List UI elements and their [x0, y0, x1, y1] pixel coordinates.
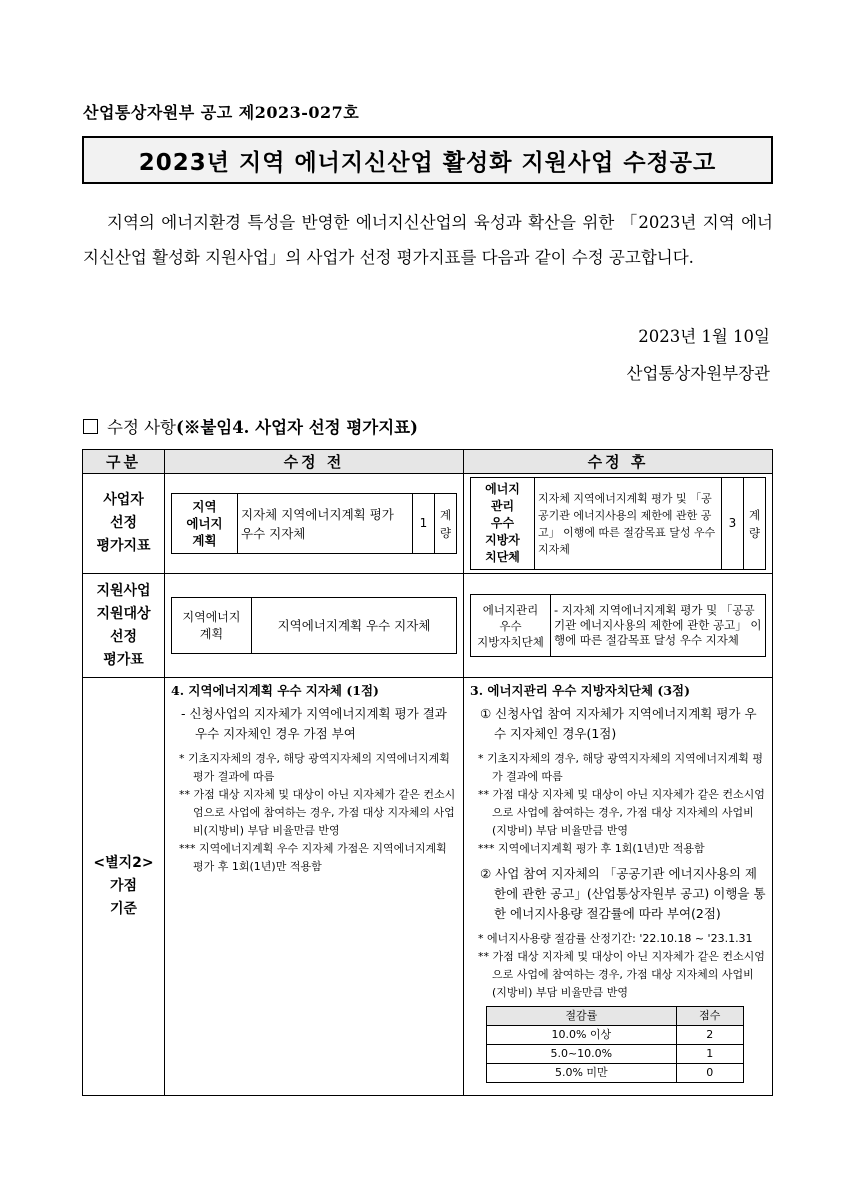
before-indicator-table: [171, 493, 457, 554]
criteria-item: - 신청사업의 지자체가 지역에너지계획 평가 결과 우수 지자체인 경우 가점 부여: [181, 706, 447, 741]
before-cell: [165, 474, 464, 574]
eval-category: 에너지관리 우수 지방자치단체: [471, 595, 551, 657]
notice-date: 2023년 1월 10일: [638, 327, 770, 346]
intro-text: 지역의 에너지환경 특성을 반영한 에너지신산업의 육성과 확산을 위한 「2023년 지역 에너지신산업 활성화 지원사업」의 사업가 선정 평가지표를 다음과 같이 수정 공고합니다.: [83, 213, 773, 267]
score-header-points: 점수: [676, 1007, 743, 1026]
row-label: 사업자 선정 평가지표: [83, 474, 165, 574]
indicator-points: 3: [722, 478, 744, 570]
score-rate: 10.0% 이상: [487, 1026, 677, 1045]
title-box: [82, 136, 773, 184]
section-ref: (※붙임4. 사업자 선정 평가지표): [176, 418, 418, 437]
table-header-row: [83, 450, 773, 474]
criteria-heading: 4. 지역에너지계획 우수 지자체 (1점): [171, 683, 379, 698]
revision-table: [82, 449, 773, 1096]
indicator-points: 1: [413, 494, 435, 554]
table-row: [83, 574, 773, 678]
issuer: 산업통상자원부장관: [626, 364, 770, 383]
criteria-item: ① 신청사업 참여 지자체가 지역에너지계획 평가 우수 지자체인 경우(1점): [480, 706, 757, 741]
indicator-type: 계량: [744, 478, 766, 570]
checkbox-square-icon: [83, 419, 98, 434]
page-title: 2023년 지역 에너지신산업 활성화 지원사업 수정공고: [138, 149, 717, 176]
before-cell: [165, 574, 464, 678]
row-label: 지원사업 지원대상 선정 평가표: [83, 574, 165, 678]
indicator-category: 에너지 관리 우수 지방자 치단체: [471, 478, 535, 570]
criteria-note: * 기초지자체의 경우, 해당 광역지자체의 지역에너지계획 평가 결과에 따름: [478, 752, 763, 783]
section-heading: [83, 414, 418, 438]
indicator-description: 지자체 지역에너지계획 평가 및 「공공기관 에너지사용의 제한에 관한 공고」 이행에 따른 절감목표 달성 우수 지자체: [535, 478, 722, 570]
before-criteria: [165, 678, 464, 1096]
eval-description: - 지자체 지역에너지계획 평가 및 「공공기관 에너지사용의 제한에 관한 공고」 이행에 따른 절감목표 달성 우수 지자체: [551, 595, 766, 657]
col-header-after: 수정 후: [464, 450, 773, 474]
eval-category: 지역에너지 계획: [172, 598, 252, 654]
score-rate: 5.0~10.0%: [487, 1045, 677, 1064]
indicator-type: 계량: [435, 494, 457, 554]
table-row: [83, 474, 773, 574]
score-table: [486, 1006, 744, 1083]
criteria-note: ** 가점 대상 지자체 및 대상이 아닌 지자체가 같은 컨소시엄으로 사업에 참여하는 경우, 가점 대상 지자체의 사업비(지방비) 부담 비율만큼 반영: [478, 950, 765, 999]
eval-description: 지역에너지계획 우수 지자체: [252, 598, 457, 654]
criteria-item: ② 사업 참여 지자체의 「공공기관 에너지사용의 제한에 관한 공고」(산업통상자원부 공고) 이행을 통한 에너지사용량 절감률에 따라 부여(2점): [480, 866, 766, 921]
after-criteria: [464, 678, 773, 1096]
after-eval-table: [470, 594, 766, 657]
criteria-heading: 3. 에너지관리 우수 지방자치단체 (3점): [470, 683, 691, 698]
table-row: [487, 1026, 744, 1045]
after-cell: [464, 474, 773, 574]
table-row: [487, 1045, 744, 1064]
table-row: [83, 678, 773, 1096]
criteria-note: *** 지역에너지계획 우수 지자체 가점은 지역에너지계획 평가 후 1회(1년)만 적용함: [179, 842, 447, 873]
col-header-category: 구분: [83, 450, 165, 474]
criteria-note: *** 지역에너지계획 평가 후 1회(1년)만 적용함: [478, 842, 705, 855]
score-header-rate: 절감률: [487, 1007, 677, 1026]
section-label: 수정 사항: [107, 418, 177, 437]
score-rate: 5.0% 미만: [487, 1064, 677, 1083]
col-header-before: 수정 전: [165, 450, 464, 474]
indicator-category: 지역 에너지 계획: [172, 494, 238, 554]
row-label: <별지2> 가점 기준: [83, 678, 165, 1096]
score-points: 0: [676, 1064, 743, 1083]
after-indicator-table: [470, 477, 766, 570]
intro-paragraph: [83, 205, 773, 275]
criteria-note: * 에너지사용량 절감률 산정기간: '22.10.18 ~ '23.1.31: [478, 932, 753, 945]
score-points: 1: [676, 1045, 743, 1064]
table-row: [487, 1064, 744, 1083]
notice-number: 산업통상자원부 공고 제2023-027호: [83, 103, 360, 122]
criteria-note: * 기초지자체의 경우, 해당 광역지자체의 지역에너지계획 평가 결과에 따름: [179, 752, 450, 783]
score-points: 2: [676, 1026, 743, 1045]
after-cell: [464, 574, 773, 678]
indicator-description: 지자체 지역에너지계획 평가 우수 지자체: [238, 494, 413, 554]
criteria-note: ** 가점 대상 지자체 및 대상이 아닌 지자체가 같은 컨소시엄으로 사업에 참여하는 경우, 가점 대상 지자체의 사업비(지방비) 부담 비율만큼 반영: [179, 788, 456, 837]
criteria-note: ** 가점 대상 지자체 및 대상이 아닌 지자체가 같은 컨소시엄으로 사업에 참여하는 경우, 가점 대상 지자체의 사업비(지방비) 부담 비율만큼 반영: [478, 788, 765, 837]
before-eval-table: [171, 597, 457, 654]
